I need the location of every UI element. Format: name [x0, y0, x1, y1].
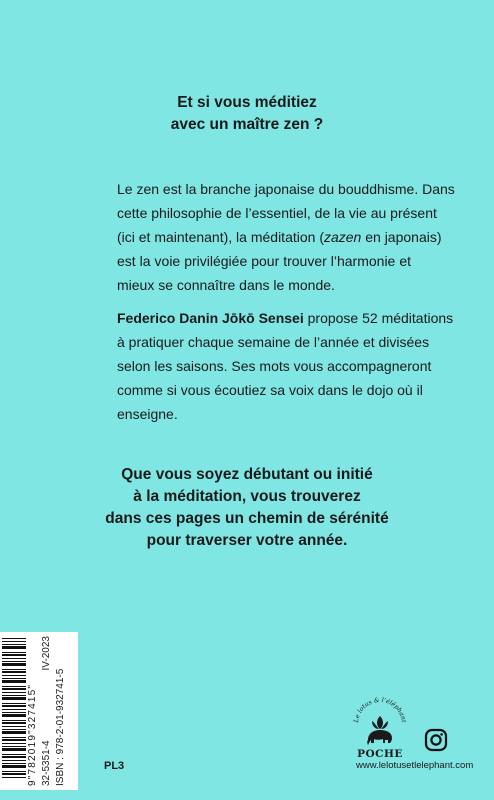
barcode-codes [41, 636, 52, 786]
closing-line: pour traverser votre année. [146, 532, 348, 549]
text-line: enseigne. [117, 406, 178, 422]
author-name: Federico Danin Jōkō Sensei [117, 310, 304, 326]
imprint-code: PL3 [104, 760, 125, 772]
closing-line: Que vous soyez débutant ou initié [121, 466, 373, 483]
barcode-bars [2, 638, 26, 778]
barcode-number: 9"782019"327415" [27, 683, 38, 786]
author-line-rest: propose 52 méditations [303, 310, 454, 326]
isbn-row [55, 636, 66, 786]
headline-line: avec un maître zen ? [170, 116, 324, 133]
publisher-logo [352, 688, 408, 770]
isbn: ISBN : 978-2-01-932741-5 [55, 668, 66, 786]
zazen-term: zazen [323, 229, 362, 245]
closing-statement [0, 464, 494, 552]
website-link[interactable]: www.lelotusetlelephant.com [356, 760, 474, 771]
text-line: (ici et maintenant), la méditation (zazen en japonais) [117, 229, 442, 245]
text-line: selon les saisons. Ses mots vous accompagneront [117, 358, 432, 374]
logo-arc-text: Le lotus & l’éléphant [352, 696, 407, 724]
product-code: 32-5351-4 [41, 740, 52, 786]
edition-code: IV-2023 [41, 636, 52, 671]
closing-line: dans ces pages un chemin de sérénité [105, 510, 389, 527]
text-line: Le zen est la branche japonaise du bouddhisme. Dans [117, 181, 455, 197]
barcode-rotated [0, 632, 78, 790]
text-line: cette philosophie de l’essentiel, de la vie au présent [117, 205, 437, 221]
text-line: à pratiquer chaque semaine de l’année et divisées [117, 334, 430, 350]
text-line [117, 306, 454, 330]
instagram-icon[interactable] [424, 728, 448, 752]
text-line: mieux se connaître dans le monde. [117, 277, 335, 293]
author-paragraph [117, 306, 454, 426]
text-line: est la voie privilégiée pour trouver l’harmonie et [117, 253, 411, 269]
headline [0, 92, 494, 136]
closing-line: à la méditation, vous trouverez [133, 488, 361, 505]
headline-line: Et si vous méditiez [177, 94, 317, 111]
intro-paragraph [117, 177, 455, 297]
lotus-elephant-icon [352, 688, 408, 748]
text-line: comme si vous écoutiez sa voix dans le dojo où il [117, 382, 423, 398]
poche-label: POCHE [357, 748, 403, 760]
barcode [0, 632, 78, 790]
